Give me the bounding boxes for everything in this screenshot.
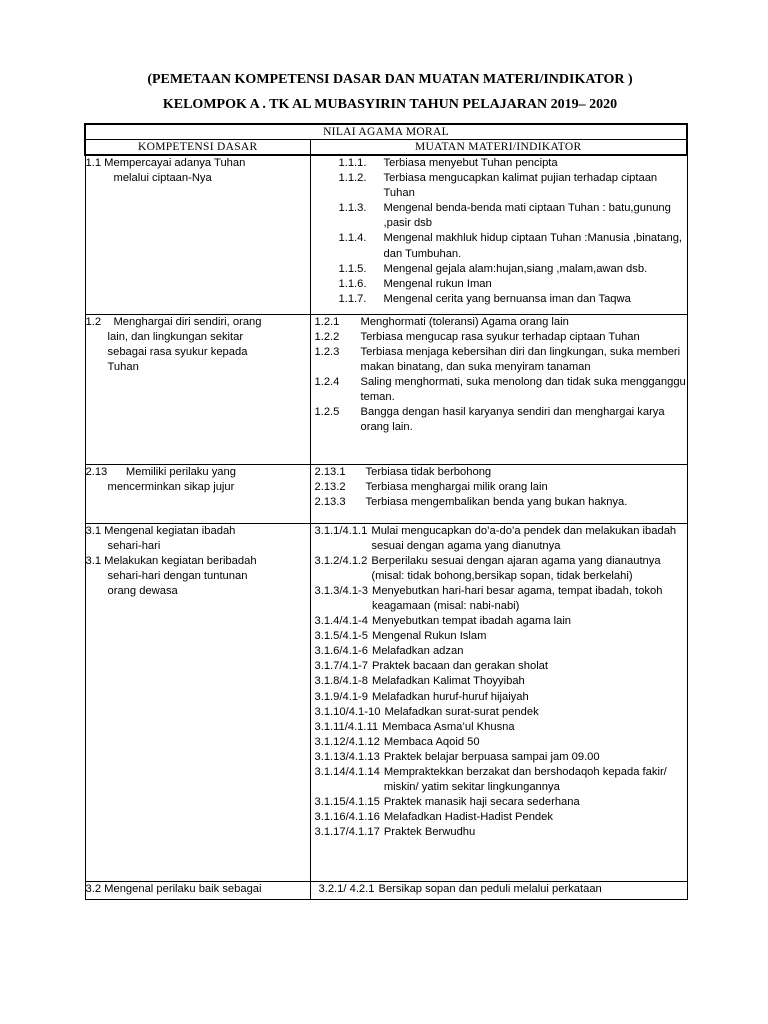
table-row [85,881,687,899]
indicator-cell [310,155,687,314]
list-item: 1.1.4. Mengenal makhluk hidup ciptaan Tuhan :Manusia ,binatang, dan Tumbuhan. [338,232,683,260]
section-header-row [85,124,687,140]
list-item: 3.2.1/ 4.2.1 Bersikap sopan dan peduli melalui perkataan [318,882,602,895]
document-title: (PEMETAAN KOMPETENSI DASAR DAN MUATAN MATERI/INDIKATOR ) [147,72,633,87]
column-header-muatan: MUATAN MATERI/INDIKATOR [310,140,687,156]
list-item: 3.1.8/4.1-8 Melafadkan Kalimat Thoyyibah [314,675,525,688]
kd-line: sebagai rasa syukur kepada [107,345,248,358]
kd-line: Tuhan [107,360,139,373]
list-item: 1.1.7. Mengenal cerita yang bernuansa iman dan Taqwa [338,292,631,305]
kd-line: 2.13 Memiliki perilaku yang [85,465,236,478]
list-item: 1.2.5 Bangga dengan hasil karyanya sendiri dan menghargai karya orang lain. [314,406,665,434]
list-item: 3.1.5/4.1-5 Mengenal Rukun Islam [314,630,487,643]
table-row [85,314,687,464]
list-item: 1.2.2 Terbiasa mengucap rasa syukur terhadap ciptaan Tuhan [314,330,640,343]
list-item: 1.1.1. Terbiasa menyebut Tuhan pencipta [338,157,558,169]
list-item: 1.1.5. Mengenal gejala alam:hujan,siang ,malam,awan dsb. [338,262,648,275]
list-item: 1.2.3 Terbiasa menjaga kebersihan diri dan lingkungan, suka memberi makan binatang, dan suka menyiram tanaman [314,345,681,373]
column-header-kompetensi: KOMPETENSI DASAR [85,140,310,156]
kd-cell [85,464,310,523]
list-item: 2.13.1 Terbiasa tidak berbohong [314,465,492,478]
indicator-cell [310,464,687,523]
kd-cell [85,314,310,464]
document-subtitle: KELOMPOK A . TK AL MUBASYIRIN TAHUN PELAJARAN 2019– 2020 [162,97,618,112]
column-header-row [85,140,687,156]
list-item: 3.1.11/4.1.11 Membaca Asma’ul Khusna [314,720,515,733]
list-item: 3.1.6/4.1-6 Melafadkan adzan [314,645,464,658]
kd-line: mencerminkan sikap jujur [107,480,235,493]
list-item: 1.1.6. Mengenal rukun Iman [338,277,492,290]
list-item: 3.1.4/4.1-4 Menyebutkan tempat ibadah agama lain [314,615,572,628]
section-header: NILAI AGAMA MORAL [85,124,687,140]
list-item: 3.1.7/4.1-7 Praktek bacaan dan gerakan sholat [314,660,549,673]
list-item: 1.2.4 Saling menghormati, suka menolong dan tidak suka mengganggu teman. [314,375,686,403]
list-item: 1.2.1 Menghormati (toleransi) Agama orang lain [314,315,569,328]
list-item: 3.1.14/4.1.14 Mempraktekkan berzakat dan bershodaqoh kepada fakir/ miskin/ yatim sekitar lingkungannya [314,766,667,794]
list-item: 3.1.10/4.1-10 Melafadkan surat-surat pendek [314,705,539,718]
kd-line: 3.1 Melakukan kegiatan beribadah [85,554,257,567]
competency-table [84,123,688,900]
indicator-cell [310,881,687,899]
list-item: 3.1.3/4.1-3 Menyebutkan hari-hari besar agama, tempat ibadah, tokoh keagamaan (misal: nabi-nabi) [314,584,663,612]
kd-cell [85,155,310,314]
kd-line: 3.1 Mengenal kegiatan ibadah [85,524,236,537]
list-item: 3.1.9/4.1-9 Melafadkan huruf-huruf hijaiyah [314,690,529,703]
list-item: 3.1.16/4.1.16 Melafadkan Hadist-Hadist Pendek [314,811,553,824]
list-item: 2.13.3 Terbiasa mengembalikan benda yang bukan haknya. [314,495,628,508]
list-item: 3.1.17/4.1.17 Praktek Berwudhu [314,826,476,839]
kd-line: 1.2 Menghargai diri sendiri, orang [85,315,262,328]
kd-cell [85,523,310,881]
kd-line: sehari-hari [107,539,161,552]
list-item: 1.1.3. Mengenal benda-benda mati ciptaan Tuhan : batu,gunung ,pasir dsb [338,202,671,230]
kd-line: orang dewasa [107,584,178,597]
list-item: 3.1.13/4.1.13 Praktek belajar berpuasa sampai jam 09.00 [314,750,600,763]
kd-line: 3.2 Mengenal perilaku baik sebagai [85,882,262,895]
table-row [85,523,687,881]
list-item: 1.1.2. Terbiasa mengucapkan kalimat pujian terhadap ciptaan Tuhan [338,172,658,200]
kd-line: sehari-hari dengan tuntunan [107,569,248,582]
list-item: 3.1.1/4.1.1 Mulai mengucapkan do’a-do’a pendek dan melakukan ibadah sesuai dengan agama yang dianutnya [314,524,677,552]
list-item: 3.1.15/4.1.15 Praktek manasik haji secara sederhana [314,796,580,809]
list-item: 3.1.2/4.1.2 Berperilaku sesuai dengan ajaran agama yang dianautnya (misal: tidak bohong,bersikap sopan, tidak berkelahi) [314,554,661,582]
indicator-cell [310,523,687,881]
table-row [85,155,687,314]
indicator-cell [310,314,687,464]
kd-cell [85,881,310,899]
table-row [85,464,687,523]
list-item: 2.13.2 Terbiasa menghargai milik orang lain [314,480,548,493]
kd-line: 1.1 Mempercayai adanya Tuhan [85,157,246,169]
kd-line: lain, dan lingkungan sekitar [107,330,244,343]
list-item: 3.1.12/4.1.12 Membaca Aqoid 50 [314,735,480,748]
kd-line: melalui ciptaan-Nya [113,172,212,184]
